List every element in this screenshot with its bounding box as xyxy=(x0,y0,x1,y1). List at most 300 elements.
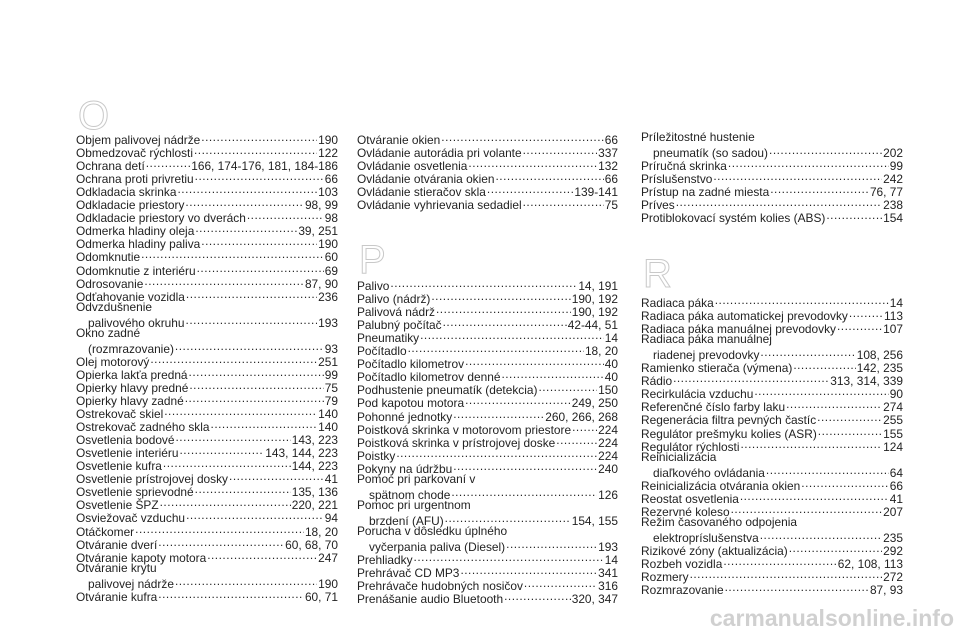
entry-pages: 90 xyxy=(889,387,903,402)
index-entry-line xyxy=(76,418,338,435)
index-entry xyxy=(641,332,903,363)
entry-pages: 150 xyxy=(598,383,618,398)
entry-pages: 94 xyxy=(324,511,338,526)
index-entry-line xyxy=(641,209,903,226)
dot-leader xyxy=(487,183,573,196)
index-entry-line xyxy=(76,405,338,422)
index-entry-line xyxy=(357,408,618,424)
index-entry-line xyxy=(357,394,618,411)
entry-term: Protiblokovací systém kolies (ABS) xyxy=(641,211,826,226)
entry-term: Obmedzovač rýchlosti xyxy=(76,146,193,161)
dot-leader xyxy=(163,457,291,470)
dot-leader xyxy=(760,529,882,542)
index-entry xyxy=(357,144,618,161)
index-entry xyxy=(641,170,903,187)
entry-pages: 39, 251 xyxy=(298,224,338,239)
index-entry xyxy=(76,457,338,474)
entry-term: Radiaca páka automatickej prevodovky xyxy=(641,309,848,324)
index-entry-line xyxy=(76,549,338,565)
index-entry-line xyxy=(641,346,903,363)
dot-leader xyxy=(786,398,882,411)
entry-term: Palivo (nádrž) xyxy=(357,292,431,307)
entry-term: (rozmrazovanie) xyxy=(88,341,174,356)
index-entry-line xyxy=(641,144,903,161)
index-entry-line xyxy=(76,209,338,226)
index-entry-line xyxy=(357,434,618,450)
dot-leader xyxy=(207,549,317,562)
index-entry-line xyxy=(641,196,903,213)
entry-pages: 313, 314, 339 xyxy=(830,374,903,389)
entry-pages: 144, 223 xyxy=(291,459,338,474)
entry-term: Ochrana proti privretiu xyxy=(76,172,194,187)
dot-leader xyxy=(538,381,597,394)
dot-leader xyxy=(195,222,297,235)
dot-leader xyxy=(396,447,597,460)
index-entry xyxy=(357,183,618,200)
dot-leader xyxy=(690,568,883,581)
entry-pages: 79 xyxy=(324,394,338,409)
index-entry xyxy=(357,329,618,346)
index-entry-line xyxy=(357,157,618,174)
entry-pages: 135, 136 xyxy=(291,485,338,500)
index-entry xyxy=(76,366,338,382)
entry-term: Režim časovaného odpojenia xyxy=(641,514,798,529)
entry-term: Otváranie okien xyxy=(357,133,441,148)
index-entry xyxy=(76,299,338,330)
index-entry xyxy=(641,568,903,585)
index-entry xyxy=(641,477,903,493)
dot-leader xyxy=(197,262,324,275)
dot-leader xyxy=(754,385,888,398)
entry-pages: 69 xyxy=(324,263,338,278)
entry-pages: 224 xyxy=(598,448,618,463)
entry-term: Referenčné číslo farby laku xyxy=(641,400,786,415)
index-entry xyxy=(76,379,338,395)
index-entry xyxy=(357,577,618,594)
index-entry-line xyxy=(76,431,338,448)
index-entry xyxy=(76,536,338,552)
entry-term: Olej motorový xyxy=(76,354,150,369)
dot-leader xyxy=(175,575,317,588)
entry-pages: 66 xyxy=(889,478,903,493)
entry-term: Poistková skrinka v motorovom priestore xyxy=(357,422,572,437)
entry-term: Opierky hlavy predné xyxy=(76,380,189,395)
entry-term: Prehliadky xyxy=(357,553,413,568)
index-entry xyxy=(76,144,338,161)
index-entry xyxy=(76,248,338,265)
entry-term: Ovládanie vyhrievania sedadiel xyxy=(357,198,522,213)
index-entry-line xyxy=(357,551,618,568)
entry-term: Rizikové zóny (aktualizácia) xyxy=(641,543,788,558)
index-entry xyxy=(76,262,338,278)
entry-pages: 140 xyxy=(318,420,338,435)
dot-leader xyxy=(723,555,836,568)
dot-leader xyxy=(189,366,324,379)
index-entry xyxy=(357,497,618,528)
index-entry-line xyxy=(76,536,338,552)
index-entry xyxy=(76,431,338,448)
index-entry-line xyxy=(76,575,338,591)
entry-term: Radiaca páka xyxy=(641,296,714,311)
dot-leader xyxy=(524,577,597,590)
entry-term: Odomknutie xyxy=(76,250,141,265)
entry-term: Reinicializácia xyxy=(641,449,717,464)
dot-leader xyxy=(769,144,882,157)
dot-leader xyxy=(144,275,304,288)
entry-term: Osviežovač vzduchu xyxy=(76,511,186,526)
index-entry xyxy=(76,325,338,356)
entry-pages: 98, 99 xyxy=(304,198,338,213)
entry-pages: 143, 223 xyxy=(291,433,338,448)
dot-leader xyxy=(158,536,284,549)
entry-pages: 66 xyxy=(604,133,618,148)
entry-pages: 87, 90 xyxy=(304,276,338,291)
entry-term: Pohonné jednotky xyxy=(357,409,453,424)
dot-leader xyxy=(725,581,869,594)
entry-term: Otáčkomer xyxy=(76,524,135,539)
entry-pages: 108, 256 xyxy=(856,348,903,363)
index-entry-line xyxy=(357,342,618,359)
index-entry-line xyxy=(76,509,338,526)
entry-pages: 41 xyxy=(889,491,903,506)
index-entry-line xyxy=(76,235,338,252)
index-entry xyxy=(357,131,618,148)
dot-leader xyxy=(146,157,190,170)
index-entry-line xyxy=(76,157,338,174)
index-entry-line xyxy=(76,183,338,200)
entry-pages: 224 xyxy=(598,422,618,437)
entry-pages: 103 xyxy=(318,185,338,200)
dot-leader xyxy=(194,144,317,157)
entry-pages: 190 xyxy=(318,576,338,591)
index-entry-line xyxy=(357,170,618,187)
index-entry-line xyxy=(641,183,903,200)
entry-pages: 42-44, 51 xyxy=(567,318,618,333)
entry-pages: 18, 20 xyxy=(304,524,338,539)
index-entry xyxy=(357,421,618,437)
entry-term: Osvetlenie interiéru xyxy=(76,446,179,461)
dot-leader xyxy=(186,314,318,327)
index-entry-line xyxy=(641,157,903,174)
dot-leader xyxy=(150,353,317,366)
entry-term: Porucha v dôsledku úplného xyxy=(357,523,508,538)
index-entry-line xyxy=(641,555,903,572)
entry-term: brzdení (AFU) xyxy=(369,513,444,528)
entry-term: Otváranie kapoty motora xyxy=(76,550,207,565)
index-entry-line xyxy=(76,170,338,187)
index-entry-line xyxy=(357,525,618,538)
entry-pages: 155 xyxy=(883,426,903,441)
entry-pages: 224 xyxy=(598,435,618,450)
entry-term: Rozmery xyxy=(641,570,689,585)
entry-pages: 62, 108, 113 xyxy=(837,557,903,572)
entry-pages: 207 xyxy=(883,504,903,519)
index-entry xyxy=(641,359,903,376)
index-entry xyxy=(357,408,618,424)
dot-leader xyxy=(673,372,829,385)
entry-pages: 238 xyxy=(883,198,903,213)
entry-pages: 341 xyxy=(598,566,618,581)
index-entry xyxy=(357,355,618,372)
entry-term: Rozbeh vozidla xyxy=(641,557,723,572)
index-entry xyxy=(76,235,338,252)
index-entry-line xyxy=(76,562,338,575)
index-entry-line xyxy=(641,438,903,454)
entry-term: Opierka lakťa predná xyxy=(76,367,188,382)
entry-pages: 60 xyxy=(324,250,338,265)
index-entry-line xyxy=(357,499,618,512)
index-entry xyxy=(76,444,338,461)
index-entry xyxy=(641,196,903,213)
entry-term: Počítadlo kilometrov denné xyxy=(357,370,501,385)
entry-term: Poistková skrinka v prístrojovej doske xyxy=(357,435,556,450)
entry-term: Počítadlo xyxy=(357,344,407,359)
dot-leader xyxy=(460,564,597,577)
index-entry-line xyxy=(357,303,618,320)
entry-pages: 113 xyxy=(884,309,903,324)
index-entry xyxy=(357,447,618,463)
index-entry-line xyxy=(357,512,618,528)
entry-term: Ramienko stierača (výmena) xyxy=(641,361,793,376)
index-entry-line xyxy=(357,486,618,502)
entry-term: Pneumatiky xyxy=(357,331,420,346)
index-entry-line xyxy=(641,425,903,441)
dot-leader xyxy=(408,342,584,355)
index-entry xyxy=(641,398,903,415)
index-entry-line xyxy=(76,366,338,382)
dot-leader xyxy=(740,490,889,503)
dot-leader xyxy=(176,431,291,444)
index-entry-line xyxy=(357,577,618,594)
index-entry-line xyxy=(357,590,618,607)
index-entry xyxy=(357,381,618,398)
entry-pages: 60, 68, 70 xyxy=(285,537,338,552)
entry-term: Ostrekovač skiel xyxy=(76,407,164,422)
entry-pages: 272 xyxy=(883,570,903,585)
dot-leader xyxy=(195,483,291,496)
index-entry xyxy=(641,503,903,519)
section-letter: O xyxy=(78,94,110,138)
entry-pages: 122 xyxy=(318,146,338,161)
index-entry xyxy=(76,418,338,435)
index-entry xyxy=(357,342,618,359)
entry-pages: 236 xyxy=(318,289,338,304)
entry-term: Regulátor rýchlosti xyxy=(641,439,740,454)
entry-term: Príležitostné hustenie xyxy=(641,130,755,144)
entry-term: diaľkového ovládania xyxy=(653,465,765,480)
dot-leader xyxy=(141,248,324,261)
entry-term: Recirkulácia vzduchu xyxy=(641,387,754,402)
dot-leader xyxy=(504,590,571,603)
entry-term: Palivová nádrž xyxy=(357,305,435,320)
entry-pages: 154, 155 xyxy=(571,513,618,528)
index-entry-line xyxy=(76,275,338,291)
index-entry-line xyxy=(76,248,338,265)
index-entry-line xyxy=(641,477,903,493)
entry-pages: 337 xyxy=(598,146,618,161)
index-entry-line xyxy=(76,196,338,213)
dot-leader xyxy=(186,509,324,522)
entry-term: Otváranie kufra xyxy=(76,589,158,604)
entry-term: Ovládanie autorádia pri volante xyxy=(357,146,522,161)
index-entry-line xyxy=(641,131,903,144)
index-entry-line xyxy=(641,372,903,389)
dot-leader xyxy=(420,329,604,342)
dot-leader xyxy=(453,408,544,421)
dot-leader xyxy=(676,196,882,209)
index-entry-line xyxy=(76,144,338,161)
entry-pages: 132 xyxy=(598,159,618,174)
dot-leader xyxy=(501,368,603,381)
index-entry xyxy=(76,196,338,213)
entry-term: Rozmrazovanie xyxy=(641,583,724,598)
entry-pages: 274 xyxy=(883,400,903,415)
index-entry-line xyxy=(641,411,903,428)
index-entry-line xyxy=(76,131,338,148)
entry-pages: 60, 71 xyxy=(304,589,338,604)
dot-leader xyxy=(431,290,570,303)
index-entry xyxy=(76,470,338,487)
index-entry-line xyxy=(76,457,338,474)
index-entry xyxy=(357,551,618,568)
entry-term: palivovej nádrže xyxy=(88,576,174,591)
entry-term: Počítadlo kilometrov xyxy=(357,357,465,372)
entry-pages: 107 xyxy=(883,322,903,337)
entry-term: Osvetlenie prístrojovej dosky xyxy=(76,472,229,487)
entry-term: Reostat osvetlenia xyxy=(641,491,739,506)
entry-term: Regulátor prešmyku kolies (ASR) xyxy=(641,426,817,441)
entry-pages: 139-141 xyxy=(574,185,618,200)
entry-term: Odkladacie priestory vo dverách xyxy=(76,211,246,226)
entry-term: Osvetlenie ŠPZ xyxy=(76,498,159,513)
dot-leader xyxy=(468,157,597,170)
dot-leader xyxy=(818,425,882,438)
entry-term: Otváranie dverí xyxy=(76,537,158,552)
dot-leader xyxy=(414,551,604,564)
entry-pages: 166, 174-176, 181, 184-186 xyxy=(191,159,338,174)
dot-leader xyxy=(186,288,317,301)
dot-leader xyxy=(229,470,324,483)
entry-pages: 249, 250 xyxy=(571,396,618,411)
entry-pages: 140 xyxy=(318,407,338,422)
entry-term: Pomoc pri urgentnom xyxy=(357,497,471,512)
entry-pages: 75 xyxy=(604,198,618,213)
entry-term: Ostrekovač zadného skla xyxy=(76,420,210,435)
entry-term: Prehrávač CD MP3 xyxy=(357,566,460,581)
index-entry-line xyxy=(76,483,338,500)
index-entry-line xyxy=(357,538,618,555)
entry-pages: 242 xyxy=(883,172,903,187)
index-entry-line xyxy=(357,196,618,213)
entry-pages: 126 xyxy=(598,487,618,502)
entry-term: Radiaca páka manuálnej prevodovky xyxy=(641,322,836,337)
index-entry xyxy=(641,209,903,226)
index-entry-line xyxy=(641,568,903,585)
dot-leader xyxy=(770,183,869,196)
entry-term: Podhustenie pneumatík (detekcia) xyxy=(357,383,538,398)
index-entry-line xyxy=(357,316,618,333)
dot-leader xyxy=(436,303,571,316)
index-entry-line xyxy=(357,421,618,437)
entry-pages: 292 xyxy=(883,543,903,558)
index-entry-line xyxy=(357,460,618,476)
dot-leader xyxy=(185,392,324,405)
entry-pages: 202 xyxy=(883,146,903,161)
dot-leader xyxy=(465,394,571,407)
entry-pages: 41 xyxy=(324,472,338,487)
dot-leader xyxy=(817,411,882,424)
index-entry xyxy=(641,555,903,572)
entry-term: Osvetlenie sprievodné xyxy=(76,485,194,500)
index-entry xyxy=(357,303,618,320)
entry-term: Príručná skrinka xyxy=(641,159,727,174)
entry-term: Otváranie krytu xyxy=(76,560,157,575)
index-entry xyxy=(357,590,618,607)
dot-leader xyxy=(451,486,597,499)
index-entry-line xyxy=(76,444,338,461)
entry-pages: 154 xyxy=(883,211,903,226)
entry-term: Radiaca páka manuálnej xyxy=(641,332,772,347)
entry-pages: 240 xyxy=(598,461,618,476)
index-entry-line xyxy=(357,131,618,148)
index-entry-line xyxy=(641,307,903,324)
entry-pages: 99 xyxy=(889,159,903,174)
entry-term: Odťahovanie vozidla xyxy=(76,289,185,304)
entry-term: Odomknutie z interiéru xyxy=(76,263,196,278)
index-entry-line xyxy=(76,222,338,239)
dot-leader xyxy=(201,131,317,144)
entry-pages: 190 xyxy=(318,237,338,252)
dot-leader xyxy=(164,405,317,418)
entry-term: Pokyny na údržbu xyxy=(357,461,453,476)
dot-leader xyxy=(837,320,882,333)
index-entry-line xyxy=(357,355,618,372)
index-entry xyxy=(357,460,618,476)
entry-pages: 14 xyxy=(604,331,618,346)
entry-term: Regenerácia filtra pevných častíc xyxy=(641,413,817,428)
index-entry-line xyxy=(76,496,338,513)
entry-term: Odvzdušnenie xyxy=(76,299,153,314)
index-entry xyxy=(357,316,618,333)
index-entry xyxy=(641,307,903,324)
index-entry-line xyxy=(76,470,338,487)
index-entry-line xyxy=(76,588,338,604)
index-entry-line xyxy=(641,398,903,415)
entry-pages: 14, 191 xyxy=(578,279,618,294)
index-entry-line xyxy=(641,581,903,598)
entry-term: Príves xyxy=(641,198,675,213)
entry-pages: 14 xyxy=(889,296,903,311)
index-entry xyxy=(641,581,903,598)
index-entry-line xyxy=(641,385,903,402)
index-entry-line xyxy=(76,523,338,539)
dot-leader xyxy=(731,503,883,516)
index-entry xyxy=(357,157,618,174)
dot-leader xyxy=(445,512,571,525)
dot-leader xyxy=(135,523,304,536)
dot-leader xyxy=(441,131,603,144)
entry-term: Palubný počítač xyxy=(357,318,442,333)
index-entry-line xyxy=(357,473,618,486)
dot-leader xyxy=(160,496,291,509)
index-entry-line xyxy=(641,333,903,346)
entry-pages: 193 xyxy=(318,315,338,330)
index-entry xyxy=(641,385,903,402)
index-entry-line xyxy=(76,288,338,304)
dot-leader xyxy=(760,346,855,359)
dot-leader xyxy=(496,170,604,183)
index-entry xyxy=(641,411,903,428)
